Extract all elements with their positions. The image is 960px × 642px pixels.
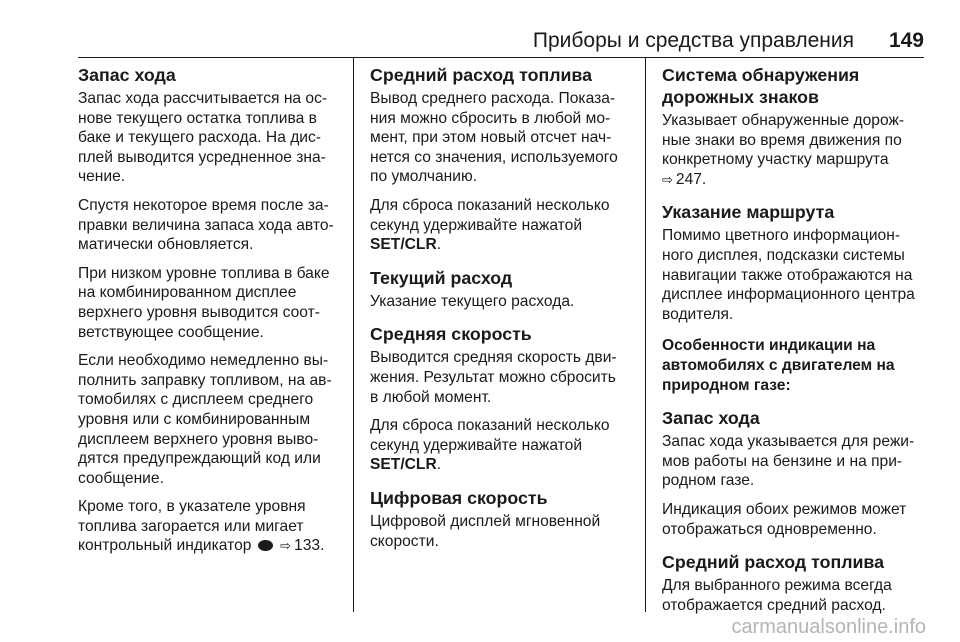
- paragraph-current-consumption: Указание текущего расхода.: [370, 292, 575, 310]
- page-ref-arrow-icon: ⇨: [280, 538, 292, 554]
- heading-current-consumption: Текущий расход: [370, 267, 513, 288]
- paragraph-average-consumption: Вывод среднего расхода. Показа- ния можно сбросить в любой мо- мент, при этом новый отсчет нач- нется со значения, используемого по умолчанию.: [370, 90, 618, 186]
- column-3: [662, 64, 928, 615]
- heading-route-guidance: Указание маршрута: [662, 202, 835, 223]
- paragraph-reset-consumption: Для сброса показаний несколько секунд удерживайте нажатой SET/CLR.: [370, 196, 610, 254]
- column-1: [78, 64, 350, 556]
- heading-sign-detection: Система обнаружения дорожных знаков: [662, 65, 860, 107]
- set-clr-button-label: SET/CLR: [370, 236, 437, 254]
- page-reference: 247.: [675, 170, 707, 188]
- fuel-indicator-lamp-icon: [258, 540, 273, 551]
- heading-reserve: Запас хода: [78, 65, 176, 85]
- heading-average-consumption-gas: Средний расход топлива: [662, 552, 885, 573]
- paragraph-low-fuel: При низком уровне топлива в баке на комбинированном дисплее верхнего уровня выводится соот- ветствующее сообщение.: [78, 264, 330, 341]
- paragraph-reserve-calc: Запас хода рассчитывается на ос- нове текущего остатка топлива в баке и текущего расхода. На дис- плей выводится усредненное зна- чение.: [78, 90, 328, 186]
- paragraph-reserve-update: Спустя некоторое время после за- правки величина запаса хода авто- матически обновляется.: [78, 196, 334, 254]
- paragraph-average-speed: Выводится средняя скорость дви- жения. Результат можно сбросить в любой момент.: [370, 349, 617, 406]
- column-divider-1: [353, 58, 354, 612]
- heading-digital-speed: Цифровая скорость: [370, 487, 548, 508]
- header-rule: [78, 57, 924, 58]
- watermark: carmanualsonline.info: [731, 616, 926, 638]
- column-2: [370, 64, 638, 551]
- page-header: [78, 28, 924, 60]
- paragraph-both-modes: Индикация обоих режимов может отображаться одновременно.: [662, 500, 907, 538]
- page-reference: 133.: [294, 537, 325, 555]
- paragraph-reset-speed: Для сброса показаний несколько секунд удерживайте нажатой SET/CLR.: [370, 417, 610, 474]
- paragraph-indicator: Кроме того, в указателе уровня топлива загорается или мигает контрольный индикатор ⇨ 133.: [78, 498, 325, 555]
- heading-reserve-gas: Запас хода: [662, 408, 760, 429]
- heading-average-speed: Средняя скорость: [370, 324, 532, 345]
- paragraph-digital-speed: Цифровой дисплей мгновенной скорости.: [370, 512, 601, 550]
- set-clr-button-label: SET/CLR: [370, 456, 437, 474]
- paragraph-average-consumption-gas: Для выбранного режима всегда отображается средний расход.: [662, 577, 892, 614]
- paragraph-refuel-warning: Если необходимо немедленно вы- полнить заправку топливом, на ав- томобилях с дисплеем среднего уровня или с комбинированным дисплеем верхнего уровня выво- дятся предупреждающий код или сообщение.: [78, 352, 332, 487]
- column-divider-2: [645, 58, 646, 612]
- page-title: Приборы и средства управления: [532, 29, 854, 52]
- page-ref-arrow-icon: ⇨: [662, 171, 673, 187]
- paragraph-reserve-gas: Запас хода указывается для режи- мов работы на бензине и на при- родном газе.: [662, 433, 915, 490]
- page-number: 149: [888, 29, 924, 52]
- heading-average-consumption: Средний расход топлива: [370, 65, 593, 85]
- paragraph-route-guidance: Помимо цветного информацион- ного дисплея, подсказки системы навигации также отображаются на дисплее информационного центра водителя.: [662, 227, 915, 323]
- paragraph-sign-detection: Указывает обнаруженные дорож- ные знаки во время движения по конкретному участку маршрута ⇨ 247.: [662, 112, 905, 188]
- heading-gas-features: Особенности индикации на автомобилях с двигателем на природном газе:: [662, 337, 895, 394]
